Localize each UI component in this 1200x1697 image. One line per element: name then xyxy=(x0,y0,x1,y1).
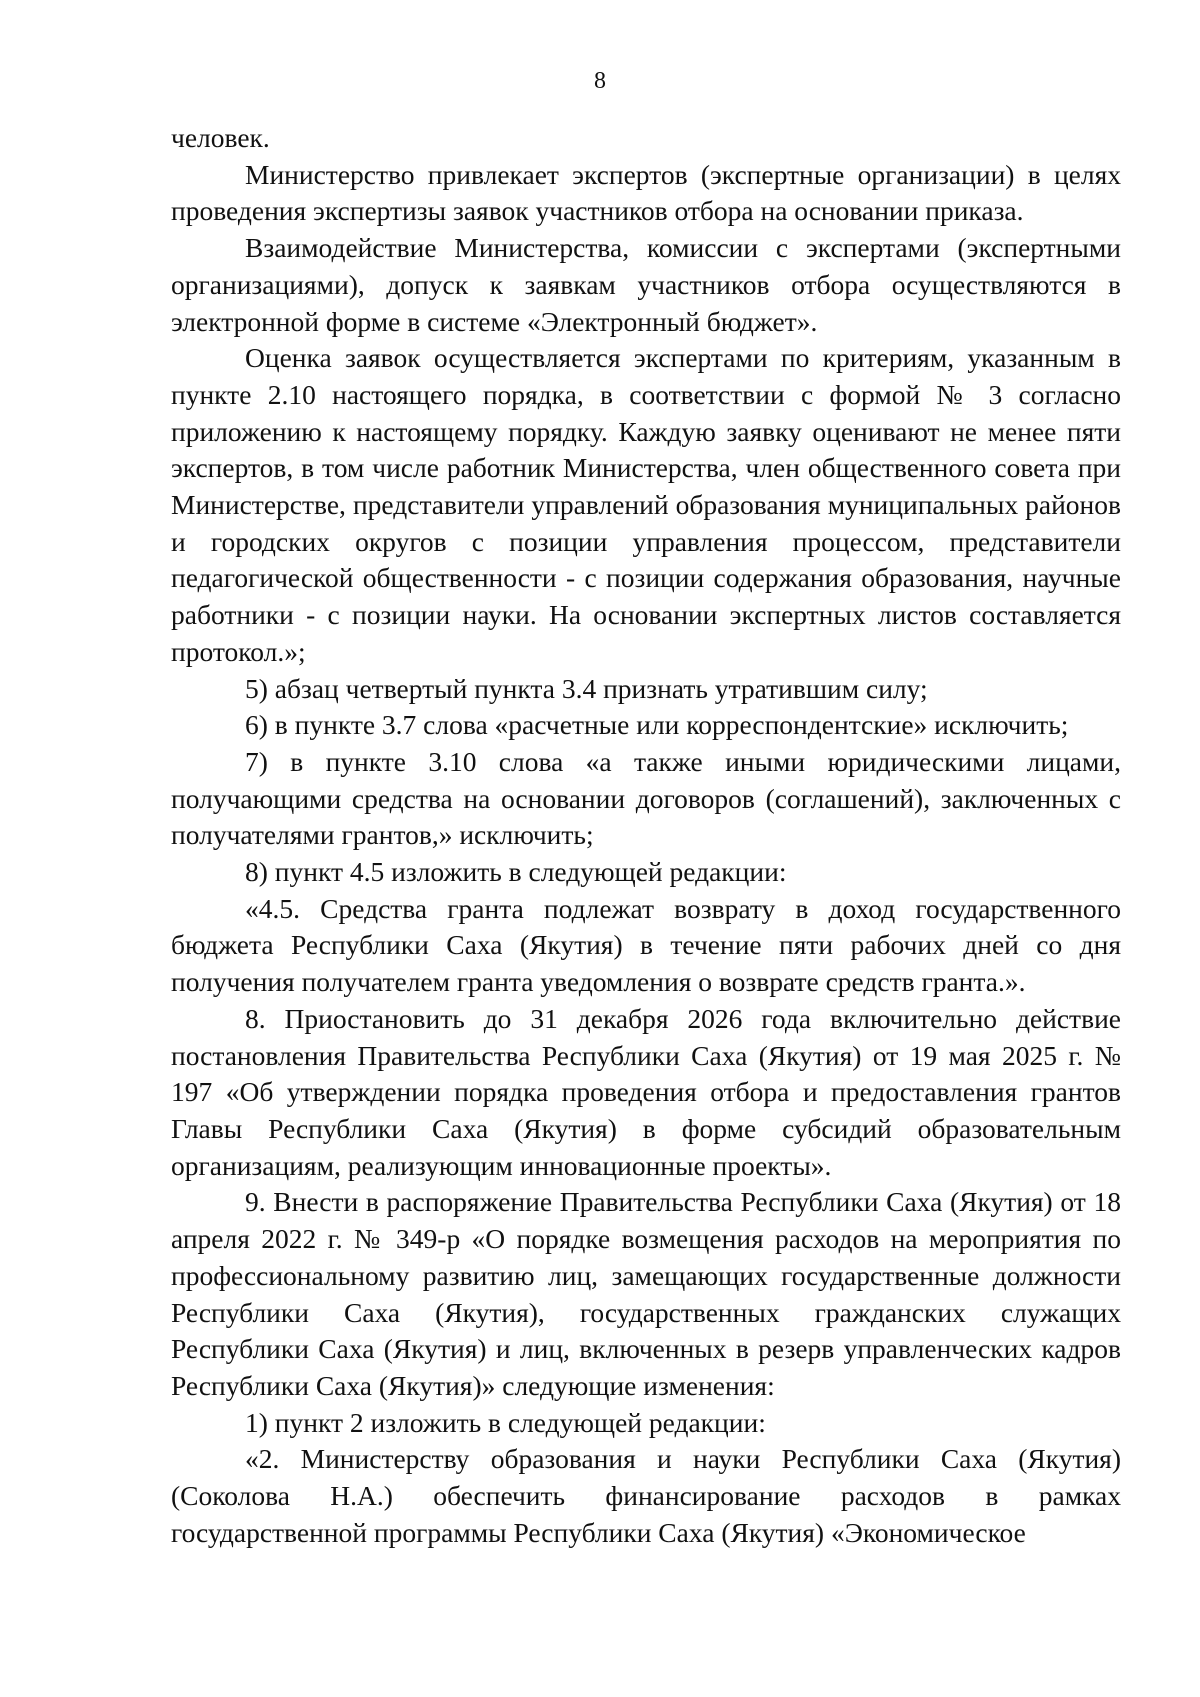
paragraph-item-5: 5) абзац четвертый пункта 3.4 признать утратившим силу; xyxy=(245,672,928,704)
paragraph-experts: Министерство привлекает экспертов (экспертные организации) в целях проведения экспертизы заявок участников отбора на основании приказа. xyxy=(171,158,1121,227)
paragraph-item-8: 8) пункт 4.5 изложить в следующей редакции: xyxy=(245,856,787,888)
paragraph-evaluation: Оценка заявок осуществляется экспертами по критериям, указанным в пункте 2.10 настоящего порядка, в соответствии с формой № 3 согласно приложению к настоящему порядку. Каждую заявку оценивают не менее пяти экспертов, в том числе работник Министерства, член общественного совета при Министерстве, представители управлений образования муниципальных районов и городских округов с позиции управления процессом, представители педагогической общественности - с позиции содержания образования, научные работники - с позиции науки. На основании экспертных листов составляется протокол.»; xyxy=(171,342,1121,667)
document-body xyxy=(171,120,1121,1551)
paragraph-item-6: 6) в пункте 3.7 слова «расчетные или корреспондентские» исключить; xyxy=(245,709,1069,741)
paragraph-item-7: 7) в пункте 3.10 слова «а также иными юридическими лицами, получающими средства на основании договоров (соглашений), заключенных с получателями грантов,» исключить; xyxy=(171,745,1121,851)
paragraph-continuation: человек. xyxy=(171,122,270,153)
paragraph-section-9: 9. Внести в распоряжение Правительства Республики Саха (Якутия) от 18 апреля 2022 г. № 349-р «О порядке возмещения расходов на мероприятия по профессиональному развитию лиц, замещающих государственные должности Республики Саха (Якутия), государственных гражданских служащих Республики Саха (Якутия) и лиц, включенных в резерв управленческих кадров Республики Саха (Якутия)» следующие изменения: xyxy=(171,1186,1121,1401)
page-number: 8 xyxy=(594,68,606,94)
paragraph-sub-item-1: 1) пункт 2 изложить в следующей редакции: xyxy=(245,1406,766,1438)
paragraph-point-2: «2. Министерству образования и науки Республики Саха (Якутия) (Соколова Н.А.) обеспечить финансирование расходов в рамках государственной программы Республики Саха (Якутия) «Экономическое xyxy=(171,1443,1121,1548)
paragraph-interaction: Взаимодействие Министерства, комиссии с экспертами (экспертными организациями), допуск к заявкам участников отбора осуществляются в электронной форме в системе «Электронный бюджет». xyxy=(171,232,1121,337)
paragraph-point-4-5: «4.5. Средства гранта подлежат возврату в доход государственного бюджета Республики Саха (Якутия) в течение пяти рабочих дней со дня получения получателем гранта уведомления о возврате средств гранта.». xyxy=(171,892,1121,998)
paragraph-section-8: 8. Приостановить до 31 декабря 2026 года включительно действие постановления Правительства Республики Саха (Якутия) от 19 мая 2025 г. № 197 «Об утверждении порядка проведения отбора и предоставления грантов Главы Республики Саха (Якутия) в форме субсидий образовательным организациям, реализующим инновационные проекты». xyxy=(171,1002,1121,1181)
